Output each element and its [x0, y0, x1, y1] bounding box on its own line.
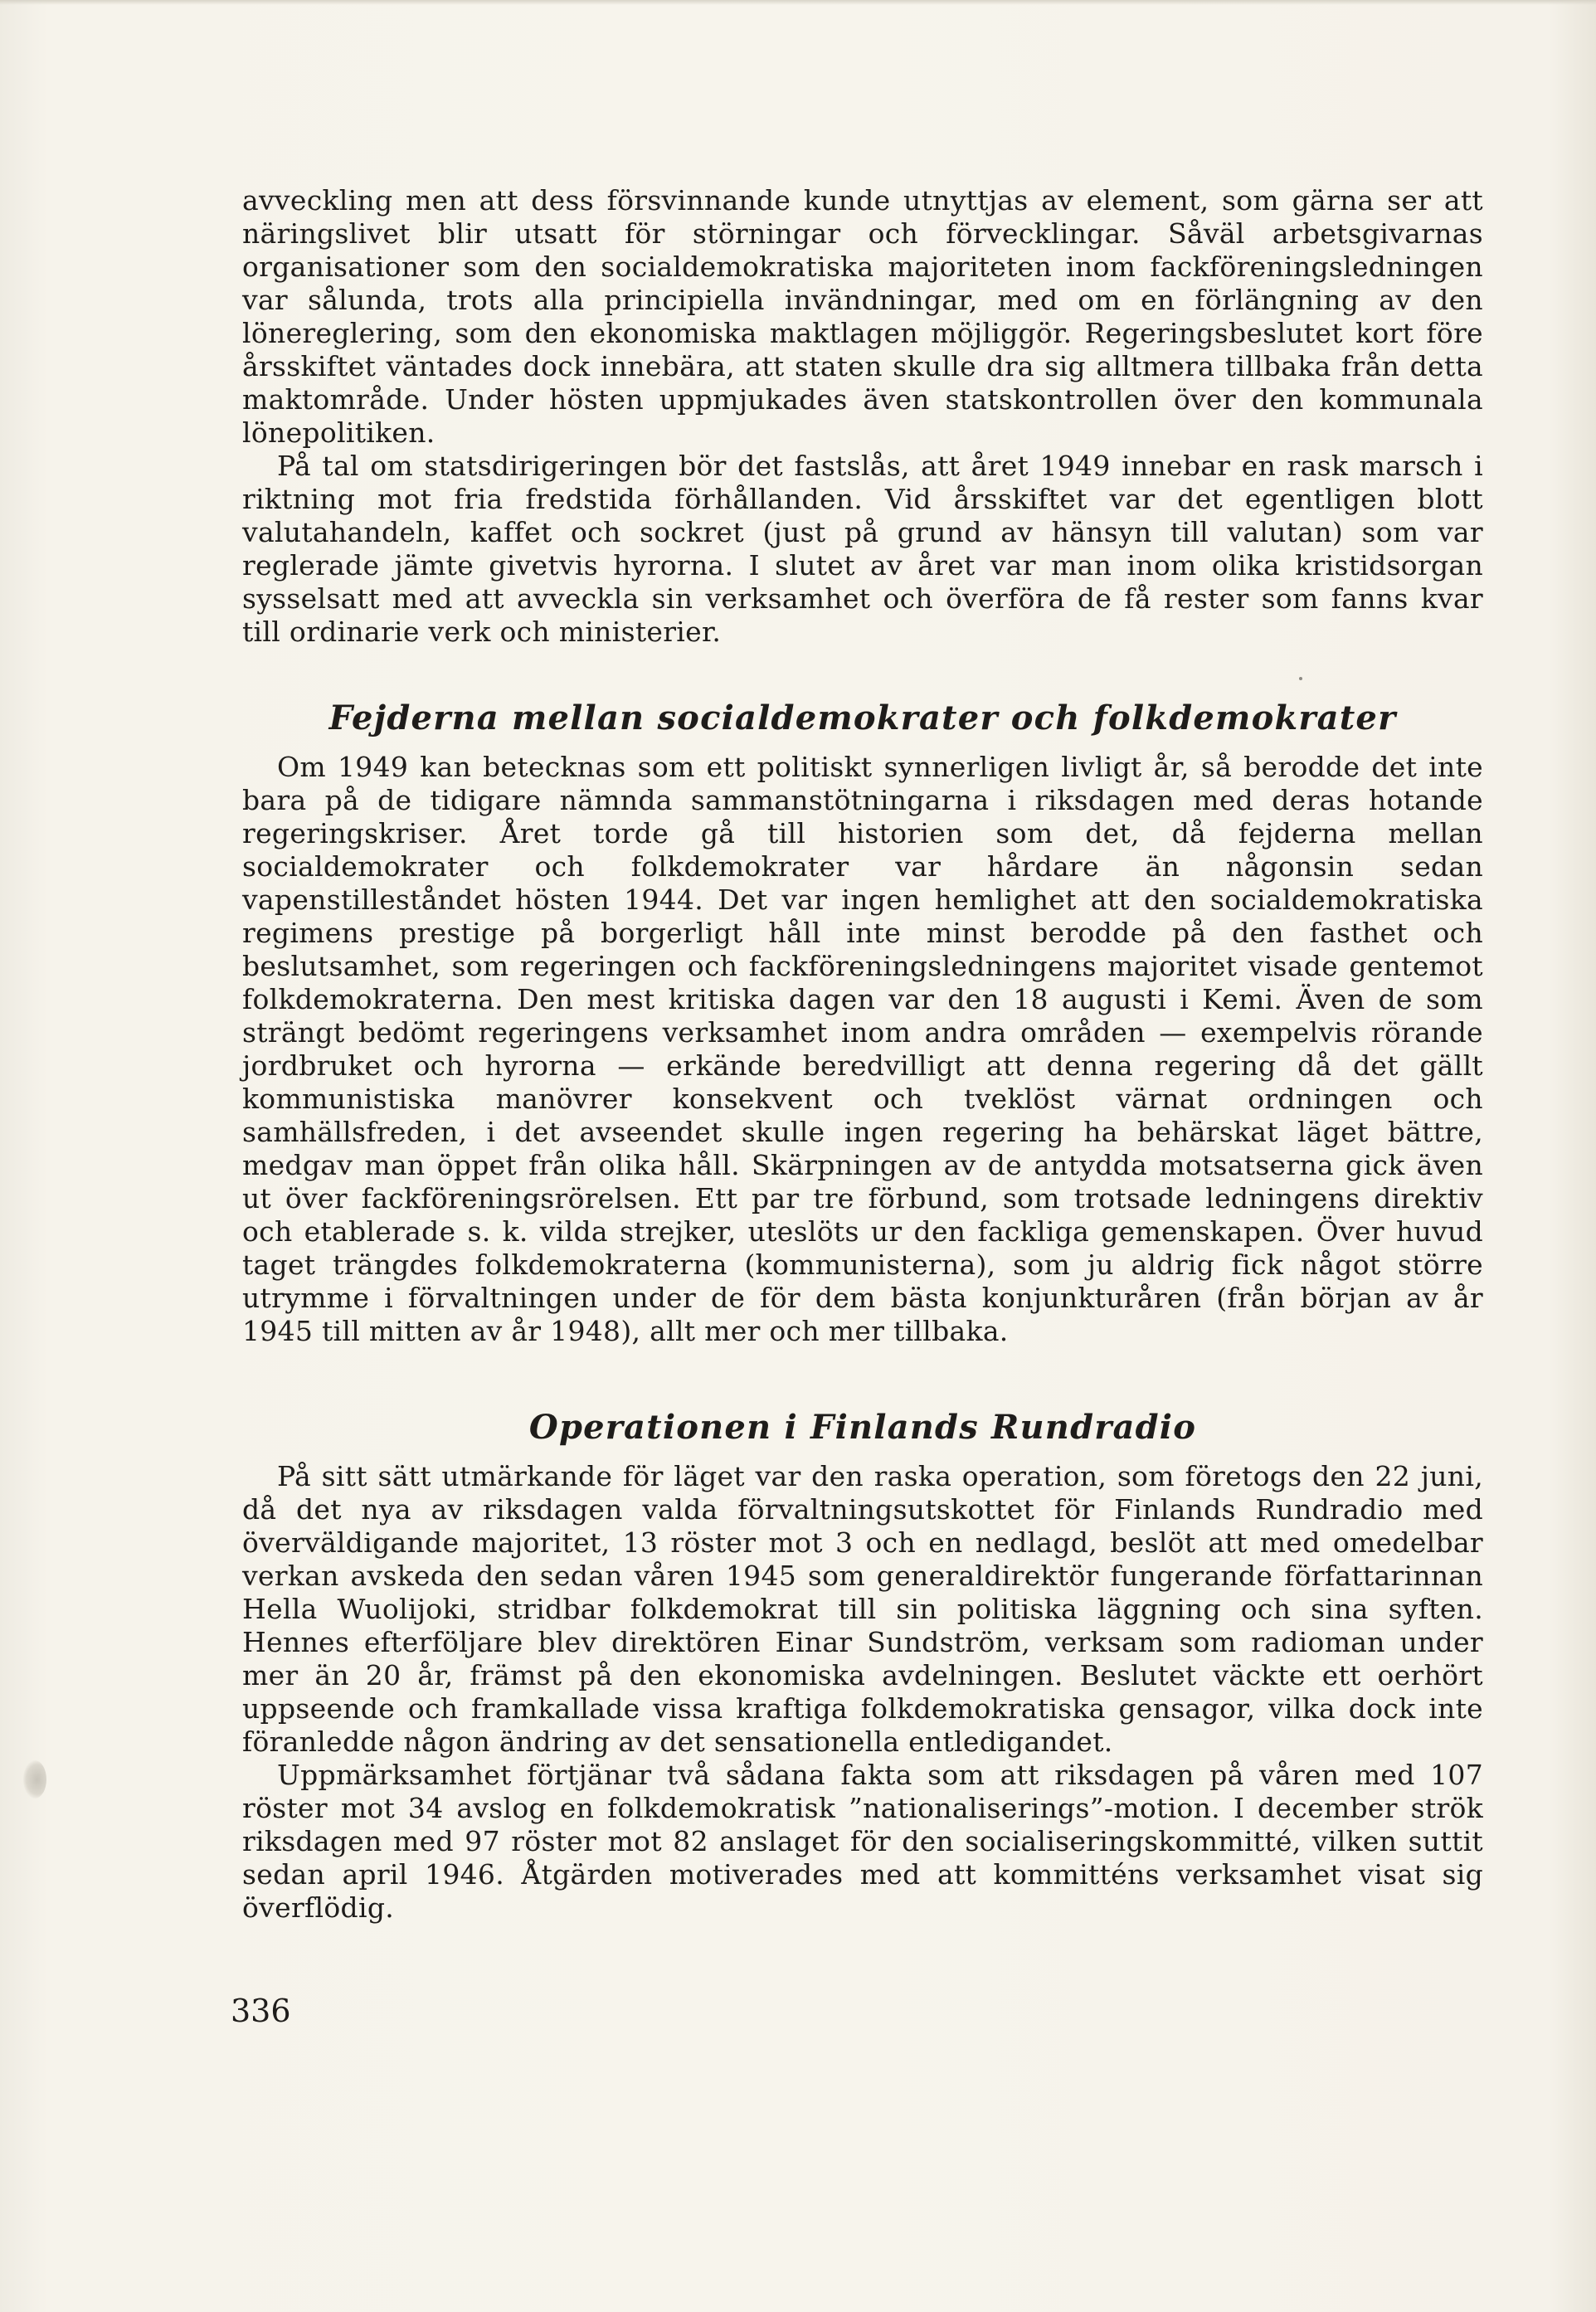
section-1-paragraph-1: Om 1949 kan betecknas som ett politiskt synnerligen livligt år, så berodde det inte bara på de tidigare nämnda sammanstötningarna i riksdagen med deras hotande regeringskriser. Året torde gå till historien som det, då fejderna mellan socialdemokrater och folkdemokrater var hårdare än någonsin sedan vapenstilleståndet hösten 1944. Det var ingen hemlighet att den socialdemokratiska regimens prestige på borgerligt håll inte minst berodde på den fasthet och beslutsamhet, som regeringen och fackföreningsledningens majoritet visade gentemot folkdemokraterna. Den mest kritiska dagen var den 18 augusti i Kemi. Även de som strängt bedömt regeringens verksamhet inom andra områden — exempelvis rörande jordbruket och hyrorna — erkände beredvilligt att denna regering då det gällt kommunistiska manövrer konsekvent och tveklöst värnat ordningen och samhällsfreden, i det avseendet skulle ingen regering ha behärskat läget bättre, medgav man öppet från olika håll. Skärpningen av de antydda motsatserna gick även ut över fackföreningsrörelsen. Ett par tre förbund, som trotsade ledningens direktiv och etablerade s. k. vilda strejker, uteslöts ur den fackliga gemenskapen. Över huvud taget trängdes folkdemokraterna (kommunisterna), som ju aldrig fick något större utrymme i förvaltningen under de för dem bästa konjunkturåren (från början av år 1945 till mitten av år 1948), allt mer och mer tillbaka. — [242, 751, 1483, 1347]
section-2-paragraph-1: På sitt sätt utmärkande för läget var den raska operation, som företogs den 22 juni, då det nya av riksdagen valda förvaltningsutskottet för Finlands Rundradio med överväldigande majoritet, 13 röster mot 3 och en nedlagd, beslöt att med omedelbar verkan avskeda den sedan våren 1945 som generaldirektör fungerande författarinnan Hella Wuolijoki, stridbar folkdemokrat till sin politiska läggning och sina syften. Hennes efterföljare blev direktören Einar Sundström, verksam som radioman under mer än 20 år, främst på den ekonomiska avdelningen. Beslutet väckte ett oerhört uppseende och framkallade vissa kraftiga folkdemokratiska gensagor, vilka dock inte föranledde någon ändring av det sensationella entledigandet. — [242, 1460, 1483, 1758]
intro-paragraph-2: På tal om statsdirigeringen bör det fastslås, att året 1949 innebar en rask marsch i riktning mot fria fredstida förhållanden. Vid årsskiftet var det egentligen blott valutahandeln, kaffet och sockret (just på grund av hänsyn till valutan) som var reglerade jämte givetvis hyrorna. I slutet av året var man inom olika kristidsorgan sysselsatt med att avveckla sin verksamhet och överföra de få rester som fanns kvar till ordinarie verk och ministerier. — [242, 450, 1483, 648]
intro-paragraph-1: avveckling men att dess försvinnande kunde utnyttjas av element, som gärna ser att näringslivet blir utsatt för störningar och förvecklingar. Såväl arbetsgivarnas organisationer som den socialdemokratiska majoriteten inom fackföreningsledningen var sålunda, trots alla principiella invändningar, med om en förlängning av den lönereglering, som den ekonomiska maktlagen möjliggör. Regeringsbeslutet kort före årsskiftet väntades dock innebära, att staten skulle dra sig alltmera tillbaka från detta maktområde. Under hösten uppmjukades även statskontrollen över den kommunala lönepolitiken. — [242, 184, 1483, 449]
page-number: 336 — [231, 1993, 291, 2029]
section-heading-rundradio: Operationen i Finlands Rundradio — [528, 1408, 1197, 1447]
binding-hole-mark — [23, 1760, 46, 1798]
section-1-text — [242, 751, 1483, 1348]
print-speck — [1299, 677, 1302, 680]
section-heading-fejderna: Fejderna mellan socialdemokrater och folkdemokrater — [328, 698, 1397, 737]
section-2-paragraph-2: Uppmärksamhet förtjänar två sådana fakta som att riksdagen på våren med 107 röster mot 34 avslog en folkdemokratisk ”nationaliserings”-motion. I december strök riksdagen med 97 röster mot 82 anslaget för den socialiseringskommitté, vilken suttit sedan april 1946. Åtgärden motiverades med att kommitténs verksamhet visat sig överflödig. — [242, 1759, 1483, 1924]
section-2-text — [242, 1460, 1483, 1925]
intro-text — [242, 184, 1483, 649]
